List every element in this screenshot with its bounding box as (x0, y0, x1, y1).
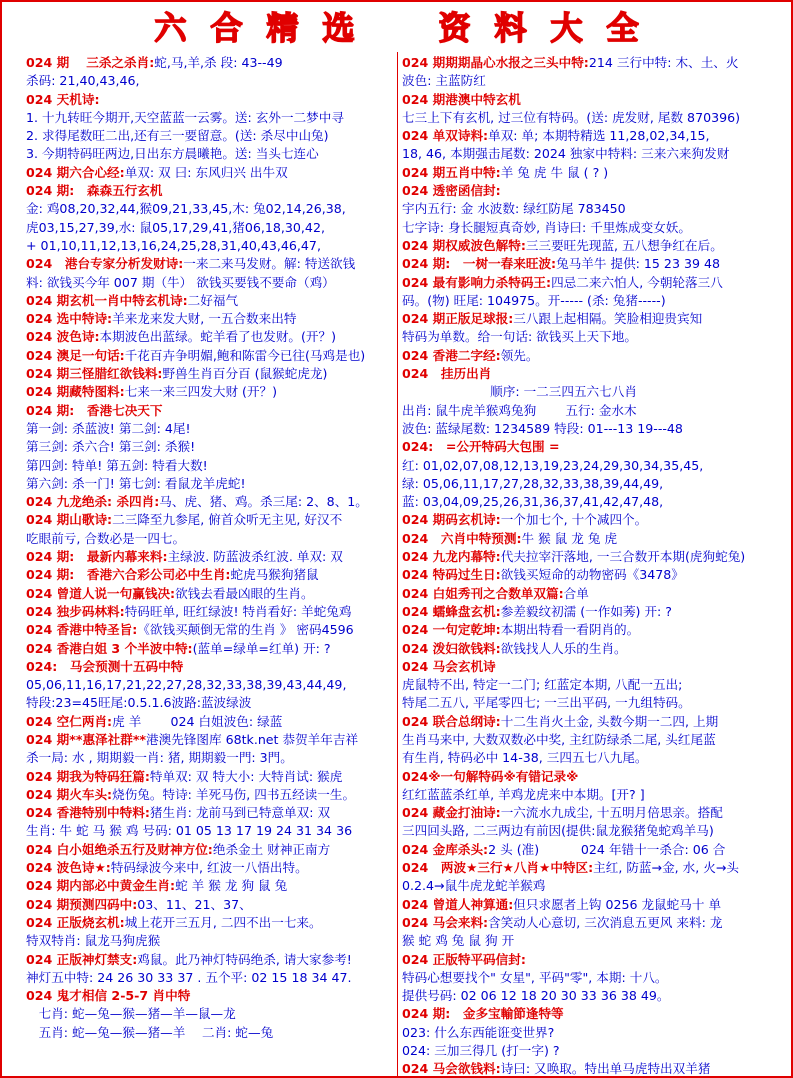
line-heading: 024 期山歌诗: (26, 512, 113, 528)
line-body: 本期出特看一看阴肖的。 (500, 622, 640, 638)
line-body: 合单 (563, 585, 589, 601)
text-line (26, 255, 394, 273)
text-line (402, 1005, 774, 1023)
line-body: 参差毅纹初濡 (一作如莠) 开: ? (500, 603, 672, 619)
line-body: 特码旺单, 旺红绿波! 特肖看好: 羊蛇兔鸡 (124, 603, 352, 619)
line-body: 吃眼前亏, 合数必是一四七。 (26, 530, 186, 546)
line-body: 第一剑: 杀蓝波! 第二剑: 4尾! (26, 420, 191, 436)
line-heading: 024 蠕蜂盘玄机: (402, 603, 501, 619)
text-line (26, 493, 394, 511)
line-heading: 024 期火车头: (26, 786, 113, 802)
text-line (26, 932, 394, 950)
line-body: 214 三行中特: 木、土、火 (588, 55, 739, 70)
line-body: 绿: 05,06,11,17,27,28,32,33,38,39,44,49, (402, 475, 664, 491)
text-line (26, 676, 394, 694)
line-heading: 024 期**惠泽社群** (26, 731, 146, 747)
column-divider (397, 52, 398, 1078)
text-line (402, 420, 774, 438)
line-heading: 024 期期期晶心水报之三头中特: (402, 55, 589, 70)
line-body: 主红, 防蓝→金, 水, 火→头 (593, 860, 740, 876)
text-line (26, 475, 394, 493)
text-line (402, 475, 774, 493)
text-line (402, 914, 774, 932)
line-heading: 024 特码过生日: (402, 567, 501, 583)
text-line (26, 219, 394, 237)
line-body: 绝杀金土 财神正南方 (212, 841, 331, 857)
line-heading: 024 期港澳中特玄机 (402, 91, 521, 107)
line-heading: 024 透密函信封: (402, 183, 501, 199)
line-heading: 024 波色诗★: (26, 860, 111, 876)
text-line (26, 127, 394, 145)
line-body: 2 头 (准) 024 年错十一杀合: 06 合 (488, 841, 726, 857)
line-heading: 024 澳足一句话: (26, 347, 125, 363)
line-heading: 024 香港中特圣旨: (26, 622, 138, 638)
line-heading: 024 正版烧玄机: (26, 914, 125, 930)
line-body: 鸡鼠。此乃神灯特码绝杀, 请大家参考! (137, 951, 352, 967)
line-heading: 024 马会来料: (402, 914, 489, 930)
line-body: 有生肖, 特码必中 14-38, 三四五七八九尾。 (402, 750, 648, 766)
text-line (26, 914, 394, 932)
line-body: 蓝: 03,04,09,25,26,31,36,37,41,42,47,48, (402, 494, 664, 510)
line-heading: 024 期: 森森五行玄机 (26, 183, 163, 199)
line-heading: 024 期我为特码狂篇: (26, 768, 150, 784)
line-heading: 024 最有影响力杀特码王: (402, 274, 552, 290)
text-line (402, 347, 774, 365)
text-line (402, 932, 774, 950)
text-line (402, 72, 774, 90)
line-body: 《欲钱买颠倒无常的生肖 》 密码4596 (137, 622, 354, 638)
text-line (402, 255, 774, 273)
text-line (26, 548, 394, 566)
text-line (402, 438, 774, 456)
text-line (26, 694, 394, 712)
title-char: 六 (154, 9, 187, 47)
line-heading: 024※一句解特码※有错记录※ (402, 768, 579, 784)
left-column (26, 54, 394, 1076)
text-line (402, 548, 774, 566)
document-title (143, 3, 651, 49)
line-heading: 024 一句定乾坤: (402, 622, 501, 638)
line-body: 七三上下有玄机, 过三位有特码。(送: 虎发财, 尾数 870396) (402, 109, 741, 125)
text-line (402, 237, 774, 255)
text-line (26, 896, 394, 914)
text-line (26, 987, 394, 1005)
line-heading: 024 期: 最新内幕来料: (26, 549, 168, 565)
line-body: 03、11、21、37、 (137, 896, 252, 912)
line-body: 二三降至九参尾, 俯首众听无主见, 好汉不 (112, 512, 343, 528)
text-line (402, 951, 774, 969)
text-line (402, 145, 774, 163)
title-char: 全 (606, 9, 639, 47)
text-line (402, 274, 774, 292)
line-body: 一个加七个, 十个减四个。 (500, 512, 648, 528)
document-header (2, 2, 791, 50)
line-body: 红: 01,02,07,08,12,13,19,23,24,29,30,34,35,45, (402, 457, 704, 473)
text-line (26, 145, 394, 163)
text-line (26, 237, 394, 255)
line-body: 第三剑: 杀六合! 第三剑: 杀猴! (26, 439, 196, 455)
line-heading: 024 马会欲钱料: (402, 1061, 501, 1076)
line-heading: 024 选中特诗: (26, 311, 113, 327)
text-line (26, 1024, 394, 1042)
line-heading: 024 挂历出肖 (402, 366, 492, 382)
line-body: 羊来龙来发大财, 一五合数来出特 (112, 311, 297, 327)
text-line (26, 749, 394, 767)
text-line (402, 987, 774, 1005)
text-line (26, 328, 394, 346)
line-body: 城上花开三五月, 二四不出一七来。 (124, 914, 322, 930)
text-line (402, 91, 774, 109)
text-line (402, 54, 774, 72)
title-char: 选 (322, 9, 355, 47)
text-line (402, 841, 774, 859)
title-char: 大 (550, 9, 583, 47)
line-heading: 024 曾道人神算通: (402, 896, 514, 912)
line-body: 杀码: 21,40,43,46, (26, 73, 140, 89)
line-body: 波色: 主蓝防红 (402, 73, 486, 89)
text-line (402, 164, 774, 182)
text-line (402, 676, 774, 694)
line-heading: 024 期码玄机诗: (402, 512, 501, 528)
title-char: 资 (438, 9, 471, 47)
line-body: 代夫拉宰汗落地, 一三合数开本期(虎狗蛇兔) (500, 549, 746, 565)
text-line (26, 530, 394, 548)
line-heading: 024 期: 一树一春来旺波: (402, 256, 557, 272)
line-heading: 024 香港白姐 3 个半波中特: (26, 640, 193, 656)
text-line (26, 310, 394, 328)
line-body: 欲钱找人人乐的生肖。 (500, 640, 627, 656)
line-body: 料: 欲钱买今年 007 期（牛） 欲钱买要钱不要命（鸡） (26, 274, 335, 290)
line-heading: 024 曾道人说一句赢钱决: (26, 585, 176, 601)
line-heading: 024 金库杀头: (402, 841, 489, 857)
line-body: 特段:23=45旺尾:0.5.1.6波路:蓝波绿波 (26, 695, 252, 711)
line-heading: 024 单双诗料: (402, 128, 489, 144)
title-char: 精 (266, 9, 299, 47)
line-body: 三四回头路, 二三两边有前因(提供:鼠龙猴猪兔蛇鸡羊马) (402, 823, 714, 839)
text-line (26, 1005, 394, 1023)
text-line (402, 585, 774, 603)
right-column (402, 54, 774, 1076)
text-line (26, 91, 394, 109)
text-line (26, 72, 394, 90)
text-line (402, 328, 774, 346)
line-heading: 024 期五肖中特: (402, 164, 501, 180)
line-heading: 024 期藏特图料: (26, 384, 125, 400)
line-body: 含笑动人心意切, 三次消息五更风 来料: 龙 (488, 914, 723, 930)
text-line (402, 896, 774, 914)
line-body: 诗曰: 又唤取。特出单马虎特出双羊猪 (500, 1061, 711, 1076)
line-body: 05,06,11,16,17,21,22,27,28,32,33,38,39,43,44,49, (26, 677, 347, 693)
text-line (402, 859, 774, 877)
line-heading: 024 期正版足球报: (402, 311, 514, 327)
line-body: + 01,10,11,12,13,16,24,25,28,31,40,43,46,47, (26, 237, 321, 253)
line-heading: 024 期: 香港七决天下 (26, 402, 163, 418)
line-body: 蛇 羊 猴 龙 狗 鼠 兔 (175, 878, 288, 894)
line-body: 提供号码: 02 06 12 18 20 30 33 36 38 49。 (402, 988, 670, 1004)
line-body: 烧伤兔。特诗: 羊死马伤, 四书五经读一生。 (112, 786, 356, 802)
text-line (402, 749, 774, 767)
line-body: 第六剑: 杀一门! 第七剑: 看鼠龙羊虎蛇! (26, 475, 246, 491)
text-line (402, 109, 774, 127)
line-body: 千花百卉争明媚,鲍和陈雷今已往(马鸡是也) (124, 347, 366, 363)
line-body: (蓝单=绿单=红单) 开: ? (192, 640, 331, 656)
text-line (402, 530, 774, 548)
text-line (26, 511, 394, 529)
line-body: 红红蓝蓝杀红单, 羊鸡龙虎来中本期。[开? ] (402, 786, 645, 802)
line-body: 0.2.4→鼠牛虎龙蛇羊猴鸡 (402, 878, 546, 894)
line-body: 二好福气 (187, 292, 239, 308)
line-heading: 024 期: 香港六合彩公司必中生肖: (26, 567, 231, 583)
line-body: 七字诗: 身长腿短真奇妙, 肖诗曰: 千里炼成变女妖。 (402, 219, 691, 235)
text-line (26, 457, 394, 475)
text-line (26, 621, 394, 639)
title-spacer (367, 3, 427, 49)
line-body: 欲钱买短命的动物密码《3478》 (500, 567, 684, 583)
line-heading: 024 期玄机一肖中特玄机诗: (26, 292, 188, 308)
text-line (26, 658, 394, 676)
line-heading: 024 独步码林料: (26, 603, 125, 619)
line-body: 七来一来三四发大财 (开？) (124, 384, 278, 400)
line-body: 18, 46, 本期强击尾数: 2024 独家中特料: 三来六来狗发财 (402, 146, 730, 162)
text-line (402, 969, 774, 987)
line-body: 特尾二五八, 平尾零四七; 一三出平码, 一九组特码。 (402, 695, 691, 711)
line-heading: 024 九龙绝杀: 杀四肖: (26, 494, 160, 510)
text-line (26, 786, 394, 804)
line-heading: 024 白姐秀刊之合数单双篇: (402, 585, 564, 601)
text-line (26, 951, 394, 969)
line-body: 宇内五行: 金 水波数: 绿红防尾 783450 (402, 201, 626, 217)
line-heading: 024 正版特平码信封: (402, 951, 526, 967)
text-line (26, 402, 394, 420)
text-line (402, 1042, 774, 1060)
line-heading: 024 期预测四码中: (26, 896, 138, 912)
line-body: 出肖: 鼠牛虎羊猴鸡兔狗 五行: 金水木 (402, 402, 637, 418)
text-line (26, 292, 394, 310)
text-line (26, 383, 394, 401)
text-line (402, 768, 774, 786)
line-body: 杀一局: 水 , 期期毅一肖: 猪, 期期毅一門: 3門。 (26, 750, 293, 766)
line-body: 生肖: 牛 蛇 马 猴 鸡 号码: 01 05 13 17 19 24 31 34 36 (26, 823, 353, 839)
text-line (402, 127, 774, 145)
text-line (26, 164, 394, 182)
text-line (402, 219, 774, 237)
line-body: 024: 三加三得几 (打一字) ? (402, 1043, 560, 1059)
line-body: 特单双: 双 特大小: 大特肖试: 猴虎 (149, 768, 343, 784)
line-body: 牛 猴 鼠 龙 兔 虎 (521, 530, 618, 546)
text-line (402, 822, 774, 840)
text-line (26, 841, 394, 859)
line-heading: 024 期内部必中黄金生肖: (26, 878, 176, 894)
line-body: 本期波色出蓝绿。蛇羊看了也发财。(开？) (99, 329, 337, 345)
line-body: 一来二来马发财。解: 特送欲钱 (183, 256, 356, 272)
line-heading: 024 香港特别中特料: (26, 805, 150, 821)
text-line (26, 182, 394, 200)
line-heading: 024 期: 金多宝輸節逢特等 (402, 1006, 564, 1022)
line-body: 虎鼠特不出, 特定一二门; 红蓝定本期, 八配一五出; (402, 677, 683, 693)
text-line (26, 822, 394, 840)
text-line (26, 347, 394, 365)
text-line (402, 713, 774, 731)
line-body: 特码绿波今来中, 红波一八悟出特。 (110, 860, 308, 876)
line-body: 猪生肖: 龙前马到已特意单双: 双 (149, 805, 331, 821)
text-line (402, 511, 774, 529)
line-body: 一六流水九成尘, 十五明月倍思亲。搭配 (500, 805, 723, 821)
line-heading: 024 港台专家分析发财诗: (26, 256, 184, 272)
line-body: 四忌二来六怕人, 今朝轮落三八 (551, 274, 723, 290)
text-line (402, 402, 774, 420)
line-heading: 024 期三怪腊红欲钱料: (26, 366, 163, 382)
text-line (26, 640, 394, 658)
text-line (26, 969, 394, 987)
text-line (26, 804, 394, 822)
line-heading: 024: 马会预测十五码中特 (26, 658, 184, 674)
text-line (26, 365, 394, 383)
line-body: 羊 兔 虎 牛 鼠 ( ? ) (500, 164, 609, 180)
text-line (26, 877, 394, 895)
title-char: 合 (210, 9, 243, 47)
line-body: 特码心想要找个" 女星", 平码"零", 本期: 十八。 (402, 969, 668, 985)
line-heading: 024: =公开特码大包围 = (402, 439, 560, 455)
text-line (26, 274, 394, 292)
text-line (26, 768, 394, 786)
text-line (402, 694, 774, 712)
line-body: 蛇,马,羊,杀 段: 43--49 (154, 55, 283, 70)
line-body: 五肖: 蛇—兔—猴—猪—羊 二肖: 蛇—兔 (26, 1024, 274, 1040)
line-heading: 024 期六合心经: (26, 164, 125, 180)
line-body: 欲钱去看最凶眼的生肖。 (175, 585, 314, 601)
line-body: 特码为单数。给一句话: 欲钱买上天下地。 (402, 329, 637, 345)
line-body: 领先。 (500, 347, 539, 363)
line-heading: 024 空仁两肖: (26, 713, 113, 729)
line-body: 虎03,15,27,39,水: 鼠05,17,29,41,猪06,18,30,42, (26, 219, 325, 235)
line-body: 虎 羊 024 白姐波色: 绿蓝 (112, 713, 283, 729)
text-line (402, 786, 774, 804)
line-heading: 024 正版神灯禁支: (26, 951, 138, 967)
line-heading: 024 马会玄机诗 (402, 658, 496, 674)
line-heading: 024 香港二字经: (402, 347, 501, 363)
line-body: 七肖: 蛇—兔—猴—猪—羊—鼠—龙 (26, 1006, 236, 1022)
text-line (402, 731, 774, 749)
text-line (26, 585, 394, 603)
line-body: 生肖马来中, 大数双数必中奖, 主红防绿杀二尾, 头红尾蓝 (402, 731, 716, 747)
line-body: 野兽生肖百分百 (鼠猴蛇虎龙) (162, 366, 328, 382)
line-heading: 024 天机诗: (26, 91, 100, 107)
line-body: 金: 鸡08,20,32,44,猴09,21,33,45,木: 兔02,14,26,38, (26, 201, 346, 217)
text-line (26, 566, 394, 584)
line-heading: 024 两波★三行★八肖★中特区: (402, 860, 594, 876)
line-body: 但只求愿者上钩 0256 龙鼠蛇马十 单 (513, 896, 722, 912)
line-heading: 024 鬼才相信 2-5-7 肖中特 (26, 988, 191, 1004)
line-body: 十二生肖火土金, 头数今期一二四, 上期 (500, 713, 719, 729)
text-line (26, 603, 394, 621)
text-line (402, 658, 774, 676)
line-body: 单双: 双 曰: 东风归兴 出牛双 (124, 164, 288, 180)
line-body: 马、虎、猪、鸡。杀三尾: 2、8、1。 (159, 494, 368, 510)
line-body: 1. 十九转旺今期开,天空蓝蓝一云雾。送: 玄外一二梦中寻 (26, 109, 344, 125)
text-line (402, 1024, 774, 1042)
text-line (26, 859, 394, 877)
line-body: 蛇虎马猴狗猪鼠 (230, 567, 319, 583)
line-heading: 024 期权威波色解特: (402, 237, 526, 253)
line-heading: 024 白小姐绝杀五行及财神方位: (26, 841, 213, 857)
text-line (26, 713, 394, 731)
text-line (402, 493, 774, 511)
text-line (402, 200, 774, 218)
line-body: 顺序: 一二三四五六七八肖 (402, 384, 637, 400)
text-line (402, 603, 774, 621)
text-line (402, 292, 774, 310)
text-line (402, 182, 774, 200)
text-line (402, 877, 774, 895)
text-line (402, 621, 774, 639)
text-line (402, 1060, 774, 1076)
line-body: 单双: 单; 本期特精选 11,28,02,34,15, (488, 128, 710, 144)
line-heading: 024 联合总纲诗: (402, 713, 501, 729)
line-body: 3. 今期特码旺两边,日出东方晨曦艳。送: 当头七连心 (26, 146, 319, 162)
line-body: 三三要旺先现蓝, 五八想争红在后。 (525, 237, 723, 253)
line-body: 主绿波. 防蓝波杀红波. 单双: 双 (167, 549, 343, 565)
line-heading: 024 波色诗: (26, 329, 100, 345)
line-heading: 024 九龙内幕特: (402, 549, 501, 565)
text-line (26, 109, 394, 127)
text-line (402, 640, 774, 658)
text-line (402, 457, 774, 475)
line-body: 神灯五中特: 24 26 30 33 37 . 五个平: 02 15 18 34 47. (26, 969, 352, 985)
line-heading: 024 期 三杀之杀肖: (26, 55, 155, 70)
text-line (26, 54, 394, 72)
line-heading: 024 藏金打油诗: (402, 805, 501, 821)
line-heading: 024 六肖中特预测: (402, 530, 522, 546)
line-body: 码。(物) 旺尾: 104975。开----- (杀: 兔猪-----) (402, 292, 666, 308)
line-body: 猴 蛇 鸡 兔 鼠 狗 开 (402, 933, 515, 949)
line-body: 港澳先锋图库 68tk.net 恭贺羊年吉祥 (146, 731, 359, 747)
line-body: 兔马羊牛 提供: 15 23 39 48 (556, 256, 721, 272)
line-body: 波色: 蓝绿尾数: 1234589 特段: 01---13 19---48 (402, 420, 683, 436)
text-line (402, 310, 774, 328)
line-heading: 024 泼妇欲钱料: (402, 640, 501, 656)
text-line (402, 383, 774, 401)
line-body: 023: 什么东西能诳变世界? (402, 1024, 555, 1040)
text-line (26, 438, 394, 456)
text-line (402, 365, 774, 383)
line-body: 第四剑: 特单! 第五剑: 特看大数! (26, 457, 208, 473)
line-body: 2. 求得尾数旺二出,还有三一要留意。(送: 杀尽中山兔) (26, 128, 329, 144)
text-line (26, 200, 394, 218)
text-line (26, 731, 394, 749)
text-line (402, 804, 774, 822)
line-body: 特双特肖: 鼠龙马狗虎猴 (26, 933, 161, 949)
text-line (26, 420, 394, 438)
title-char: 料 (494, 9, 527, 47)
text-line (402, 566, 774, 584)
line-body: 三八跟上起相隔。笑脸相迎贵宾知 (513, 311, 703, 327)
